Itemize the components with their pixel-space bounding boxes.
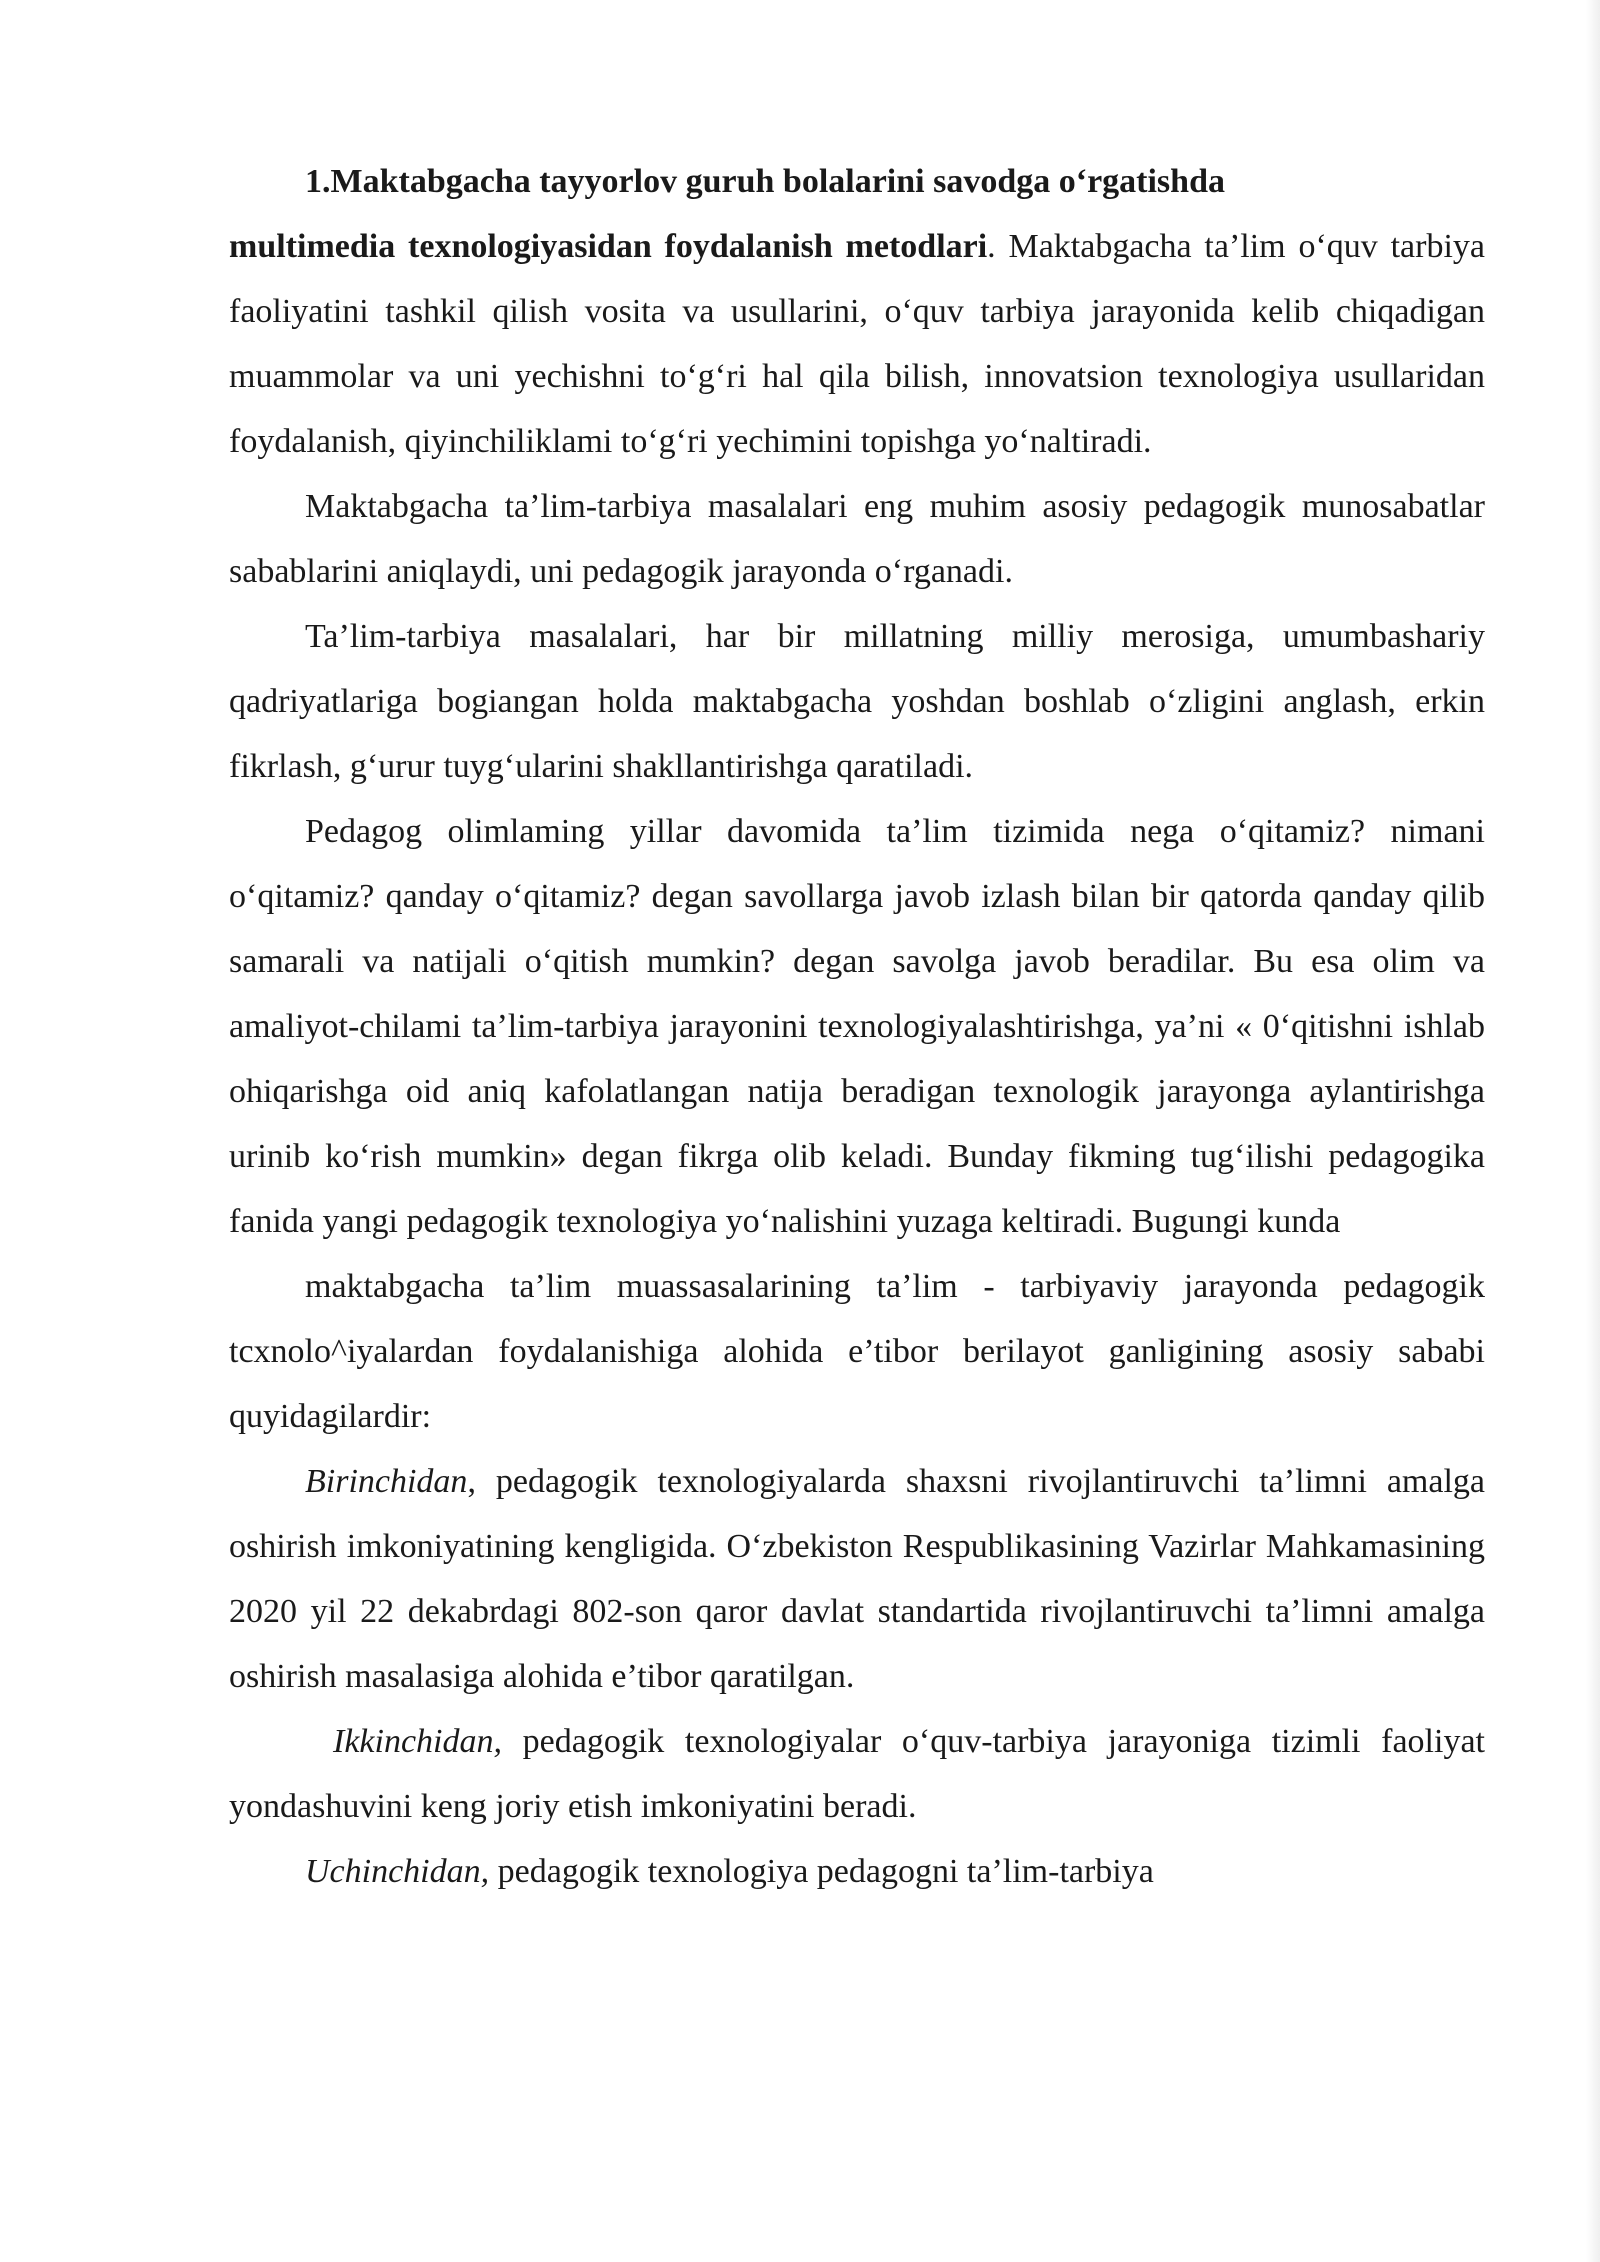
paragraph-4: Pedagog olimlaming yillar davomida ta’lim tizimida nega o‘qitamiz? nimani o‘qitamiz? qanday o‘qitamiz? degan savollarga javob izlash bilan bir qatorda qanday qilib samarali va natijali o‘qitish mumkin? degan savolga javob beradilar. Bu esa olim va amaliyot-chilami ta’lim-tarbiya jarayonini texnologiyalashtirishga, ya’ni « 0‘qitishni ishlab ohiqarishga oid aniq kafolatlangan natija beradigan texnologik jarayonga aylantirishga urinib ko‘rish mumkin» degan fikrga olib keladi. Bunday fikming tug‘ilishi pedagogika fanida yangi pedagogik texnologiya yo‘nalishini yuzaga keltiradi. Bugungi kunda xyxy=(229,813,1485,1240)
section-heading: 1.Maktabgacha tayyorlov guruh bolalarini savodga o‘rgatishda xyxy=(305,163,1225,200)
paragraph-7 xyxy=(229,1709,1485,1839)
paragraph-2: Maktabgacha ta’lim-tarbiya masalalari eng muhim asosiy pedagogik munosabatlar sabablarini aniqlaydi, uni pedagogik jarayonda o‘rganadi. xyxy=(229,488,1485,590)
paragraph-6-text: , pedagogik texnologiyalarda shaxsni rivojlantiruvchi ta’limni amalga oshirish imkoniyatining kengligida. O‘zbekiston Respublikasining Vazirlar Mahkamasining 2020 yil 22 dekabrdagi 802-son qaror davlat standartida rivojlantiruvchi ta’limni amalga oshirish masalasiga alohida e’tibor qaratilgan. xyxy=(229,1463,1485,1695)
paragraph-8 xyxy=(229,1839,1485,1904)
paragraph-1-text: . Maktabgacha ta’lim o‘quv tarbiya faoliyatini tashkil qilish vosita va usullarini, o‘quv tarbiya jarayonida kelib chiqadigan muammolar va uni yechishni to‘g‘ri hal qila bilish, innovatsion texnologiya usullaridan foydalanish, qiyinchiliklami to‘g‘ri yechimini topishga yo‘naltiradi. xyxy=(229,228,1485,460)
page-edge-shadow xyxy=(1586,0,1600,2262)
paragraph-3: Ta’lim-tarbiya masalalari, har bir millatning milliy merosiga, umumbashariy qadriyatlariga bogiangan holda maktabgacha yoshdan boshlab o‘zligini anglash, erkin fikrlash, g‘urur tuyg‘ularini shakllantirishga qaratiladi. xyxy=(229,618,1485,785)
paragraph-7-lead: Ikkinchidan, xyxy=(333,1723,502,1760)
heading-paragraph xyxy=(229,149,1485,474)
document-body xyxy=(229,149,1485,1904)
paragraph-8-lead: Uchinchidan, xyxy=(305,1853,490,1890)
paragraph-7-text: pedagogik texnologiyalar o‘quv-tarbiya jarayoniga tizimli faoliyat yondashuvini keng joriy etish imkoniyatini beradi. xyxy=(229,1723,1485,1825)
paragraph-5: maktabgacha ta’lim muassasalarining ta’lim - tarbiyaviy jarayonda pedagogik tcxnolo^iyalardan foydalanishiga alohida e’tibor berilayot ganligining asosiy sababi quyidagilardir: xyxy=(229,1268,1485,1435)
section-heading-continued: multimedia texnologiyasidan foydalanish metodlari xyxy=(229,228,988,265)
paragraph-6 xyxy=(229,1449,1485,1709)
paragraph-6-lead: Birinchidan xyxy=(305,1463,468,1500)
paragraph-8-text: pedagogik texnologiya pedagogni ta’lim-tarbiya xyxy=(489,1853,1154,1890)
